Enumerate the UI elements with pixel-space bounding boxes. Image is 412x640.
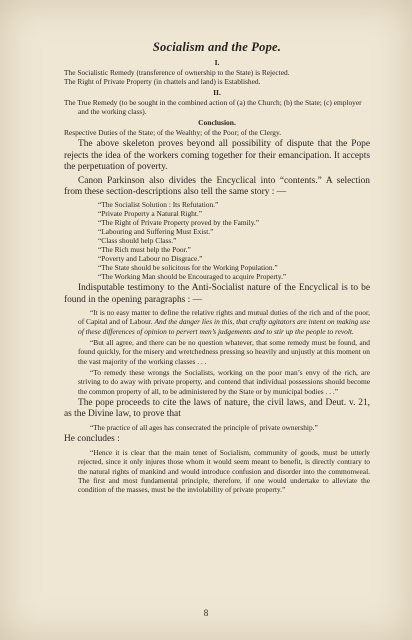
list-item: “The Socialist Solution : Its Refutation.” xyxy=(98,199,219,209)
list-item: “Labouring and Suffering Must Exist.” xyxy=(98,226,214,236)
paragraph-contents: Canon Parkinson also divides the Encyclical into “contents.” A selection from these section-descriptions also tell the same story : — xyxy=(64,175,370,198)
list-item: “Poverty and Labour no Disgrace.” xyxy=(98,253,203,263)
page-title: Socialism and the Pope. xyxy=(152,40,282,54)
contents-list xyxy=(98,200,370,281)
list-item: “The Working Man should be Encouraged to acquire Property.” xyxy=(98,271,287,281)
quote-opening-plain: “It is no easy matter to define the relative rights and mutual duties of the rich and of the poor, of Capital and of Labour. xyxy=(78,308,370,327)
quote-remedy: “But all agree, and there can be no question whatever, that some remedy must be found, and found quickly, for the misery and wretchedness pressing so heavily and unjustly at this moment on the vast majority of the working classes . . . xyxy=(78,338,370,366)
quote-conclusion: “Hence it is clear that the main tenet of Socialism, community of goods, must be utterly rejected, since it only injures those whom it would seem meant to benefit, is directly contrary to the natural rights of mankind and would introduce confusion and disorder into the commonweal. The first and most fundamental principle, therefore, if one would undertake to alleviate the condition of the masses, must be the inviolability of private property.” xyxy=(78,447,370,495)
paragraph-laws: The pope proceeds to cite the laws of nature, the civil laws, and Deut. v. 21, as the Divine law, to prove that xyxy=(64,397,370,420)
list-item: “Private Property a Natural Right.” xyxy=(98,208,203,218)
list-item: “The State should be solicitous for the Working Population.” xyxy=(98,262,278,272)
paragraph-testimony: Indisputable testimony to the Anti-Socialist nature of the Encyclical is to be found in the opening paragraphs : — xyxy=(64,282,370,305)
section-heading-2: II. xyxy=(213,88,221,97)
quote-socialists: “To remedy these wrongs the Socialists, working on the poor man’s envy of the rich, are striving to do away with private property, and contend that individual possessions should become the common property of all, to be administered by the State or by municipal bodies . . .” xyxy=(78,367,370,396)
section-1-line-1: The Socialistic Remedy (transference of ownership to the State) is Rejected. xyxy=(64,68,290,77)
section-1-line-2: The Right of Private Property (in chattels and land) is Established. xyxy=(64,77,261,86)
section-heading-1: I. xyxy=(214,58,220,67)
quote-opening-italic: And the danger lies in this, that crafty agitators are intent on making use of these differences of opinion to pervert men’s judgements and to stir up the people to revolt. xyxy=(78,317,370,336)
section-2-line: The True Remedy (to be sought in the combined action of (a) the Church; (b) the State; (c) employer and the working class). xyxy=(64,98,362,116)
list-item: “The Rich must help the Poor.” xyxy=(98,244,191,254)
paragraph-concludes: He concludes : xyxy=(64,434,120,445)
page-number: 8 xyxy=(203,608,209,618)
paragraph-skeleton: The above skeleton proves beyond all possibility of dispute that the Pope rejects the idea of the workers coming together for their emancipation. It accepts the perpetuation of poverty. xyxy=(64,139,370,173)
quote-private-ownership: “The practice of all ages has consecrated the principle of private ownership.” xyxy=(90,423,318,433)
list-item: “Class should help Class.” xyxy=(98,235,177,245)
page-text xyxy=(64,40,370,494)
section-heading-conclusion: Conclusion. xyxy=(198,118,236,127)
conclusion-line: Respective Duties of the State; of the Wealthy; of the Poor; of the Clergy. xyxy=(64,128,282,137)
quote-opening xyxy=(78,308,370,336)
list-item: “The Right of Private Property proved by the Family.” xyxy=(98,217,260,227)
